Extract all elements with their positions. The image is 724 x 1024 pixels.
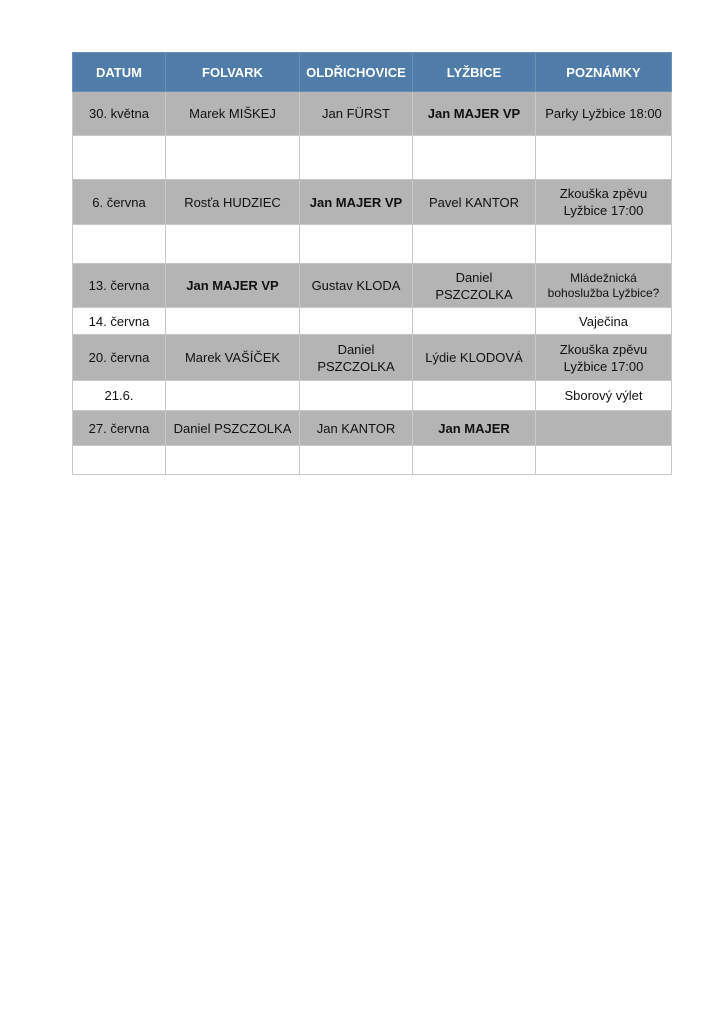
header-datum: DATUM [73, 53, 166, 92]
cell-oldrichovice [300, 225, 413, 264]
cell-oldrichovice [300, 308, 413, 335]
table-row [73, 381, 672, 411]
cell-oldrichovice: Gustav KLODA [300, 264, 413, 308]
cell-poznamky [536, 446, 672, 475]
cell-lyzbice: Jan MAJER [413, 411, 536, 446]
cell-poznamky: Zkouška zpěvu Lyžbice 17:00 [536, 180, 672, 225]
cell-poznamky: Vaječina [536, 308, 672, 335]
table-row [73, 225, 672, 264]
table-row [73, 92, 672, 136]
cell-lyzbice [413, 381, 536, 411]
cell-datum: 27. června [73, 411, 166, 446]
cell-poznamky: Sborový výlet [536, 381, 672, 411]
table-row [73, 335, 672, 381]
cell-folvark: Marek VAŠÍČEK [166, 335, 300, 381]
cell-oldrichovice [300, 446, 413, 475]
cell-lyzbice [413, 446, 536, 475]
cell-datum [73, 136, 166, 180]
cell-poznamky [536, 136, 672, 180]
cell-datum: 14. června [73, 308, 166, 335]
cell-datum [73, 225, 166, 264]
cell-datum [73, 446, 166, 475]
cell-folvark: Jan MAJER VP [166, 264, 300, 308]
cell-lyzbice [413, 136, 536, 180]
cell-lyzbice: Daniel PSZCZOLKA [413, 264, 536, 308]
cell-datum: 20. června [73, 335, 166, 381]
table-row [73, 136, 672, 180]
cell-poznamky: Mládežnická bohoslužba Lyžbice? [536, 264, 672, 308]
cell-datum: 6. června [73, 180, 166, 225]
header-poznamky: POZNÁMKY [536, 53, 672, 92]
cell-folvark: Marek MIŠKEJ [166, 92, 300, 136]
cell-lyzbice: Jan MAJER VP [413, 92, 536, 136]
cell-datum: 13. června [73, 264, 166, 308]
cell-folvark [166, 136, 300, 180]
cell-folvark [166, 446, 300, 475]
cell-datum: 30. května [73, 92, 166, 136]
cell-oldrichovice: Jan KANTOR [300, 411, 413, 446]
cell-oldrichovice: Daniel PSZCZOLKA [300, 335, 413, 381]
table-row [73, 411, 672, 446]
table-row [73, 264, 672, 308]
cell-oldrichovice [300, 381, 413, 411]
cell-folvark [166, 308, 300, 335]
cell-lyzbice [413, 308, 536, 335]
cell-folvark: Rosťa HUDZIEC [166, 180, 300, 225]
header-folvark: FOLVARK [166, 53, 300, 92]
header-oldrichovice: OLDŘICHOVICE [300, 53, 413, 92]
cell-poznamky [536, 225, 672, 264]
cell-poznamky: Parky Lyžbice 18:00 [536, 92, 672, 136]
header-lyzbice: LYŽBICE [413, 53, 536, 92]
cell-lyzbice: Lýdie KLODOVÁ [413, 335, 536, 381]
schedule-table [72, 52, 672, 475]
cell-datum: 21.6. [73, 381, 166, 411]
table-row [73, 446, 672, 475]
header-row [73, 53, 672, 92]
cell-lyzbice: Pavel KANTOR [413, 180, 536, 225]
table-row [73, 308, 672, 335]
cell-poznamky: Zkouška zpěvu Lyžbice 17:00 [536, 335, 672, 381]
cell-folvark [166, 225, 300, 264]
cell-oldrichovice [300, 136, 413, 180]
cell-folvark: Daniel PSZCZOLKA [166, 411, 300, 446]
table-row [73, 180, 672, 225]
cell-oldrichovice: Jan MAJER VP [300, 180, 413, 225]
cell-oldrichovice: Jan FÜRST [300, 92, 413, 136]
cell-lyzbice [413, 225, 536, 264]
cell-poznamky [536, 411, 672, 446]
cell-folvark [166, 381, 300, 411]
